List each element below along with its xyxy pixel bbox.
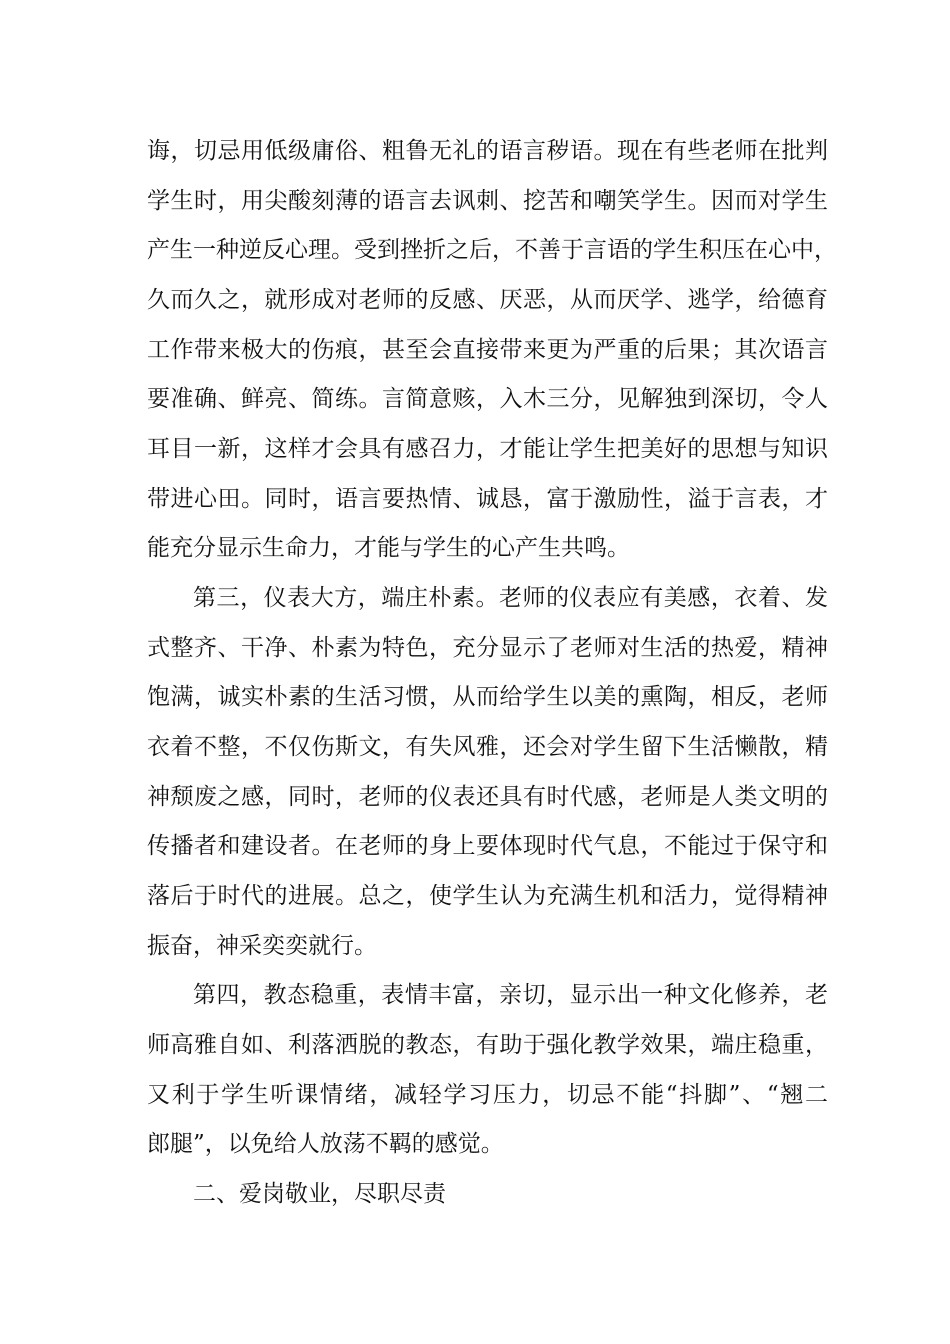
section-heading: 二、爱岗敬业，尽职尽责 (193, 1181, 446, 1207)
text-line: 郎腿”，以免给人放荡不羁的感觉。 (147, 1131, 504, 1157)
text-line: 久而久之，就形成对老师的反感、厌恶，从而厌学、逃学，给德育 (147, 287, 828, 313)
text-line: 要准确、鲜亮、简练。言简意赅，入木三分，见解独到深切，令人 (147, 386, 828, 412)
text-line: 落后于时代的进展。总之，使学生认为充满生机和活力，觉得精神 (147, 883, 828, 909)
text-line: 又利于学生听课情绪，减轻学习压力，切忌不能“抖脚”、“翘二 (147, 1082, 828, 1108)
text-line: 学生时，用尖酸刻薄的语言去讽刺、挖苦和嘲笑学生。因而对学生 (147, 188, 828, 214)
text-line: 能充分显示生命力，才能与学生的心产生共鸣。 (147, 535, 630, 561)
text-line: 产生一种逆反心理。受到挫折之后，不善于言语的学生积压在心中， (147, 237, 837, 263)
text-line: 振奋，神采奕奕就行。 (147, 933, 377, 959)
paragraph-first-line: 第四，教态稳重，表情丰富，亲切，显示出一种文化修养，老 (193, 982, 828, 1008)
text-line: 带进心田。同时，语言要热情、诚恳，富于激励性，溢于言表，才 (147, 486, 828, 512)
text-line: 诲，切忌用低级庸俗、粗鲁无礼的语言秽语。现在有些老师在批判 (147, 138, 828, 164)
text-line: 传播者和建设者。在老师的身上要体现时代气息，不能过于保守和 (147, 833, 828, 859)
text-line: 工作带来极大的伤痕，甚至会直接带来更为严重的后果；其次语言 (147, 337, 828, 363)
text-line: 耳目一新，这样才会具有感召力，才能让学生把美好的思想与知识 (147, 436, 828, 462)
text-line: 式整齐、干净、朴素为特色，充分显示了老师对生活的热爱，精神 (147, 635, 828, 661)
text-line: 神颓废之感，同时，老师的仪表还具有时代感，老师是人类文明的 (147, 784, 828, 810)
text-line: 衣着不整，不仅伤斯文，有失风雅，还会对学生留下生活懒散，精 (147, 734, 828, 760)
text-line: 饱满，诚实朴素的生活习惯，从而给学生以美的熏陶，相反，老师 (147, 684, 828, 710)
text-line: 师高雅自如、利落洒脱的教态，有助于强化教学效果，端庄稳重， (147, 1032, 828, 1058)
paragraph-first-line: 第三，仪表大方，端庄朴素。老师的仪表应有美感，衣着、发 (193, 585, 828, 611)
